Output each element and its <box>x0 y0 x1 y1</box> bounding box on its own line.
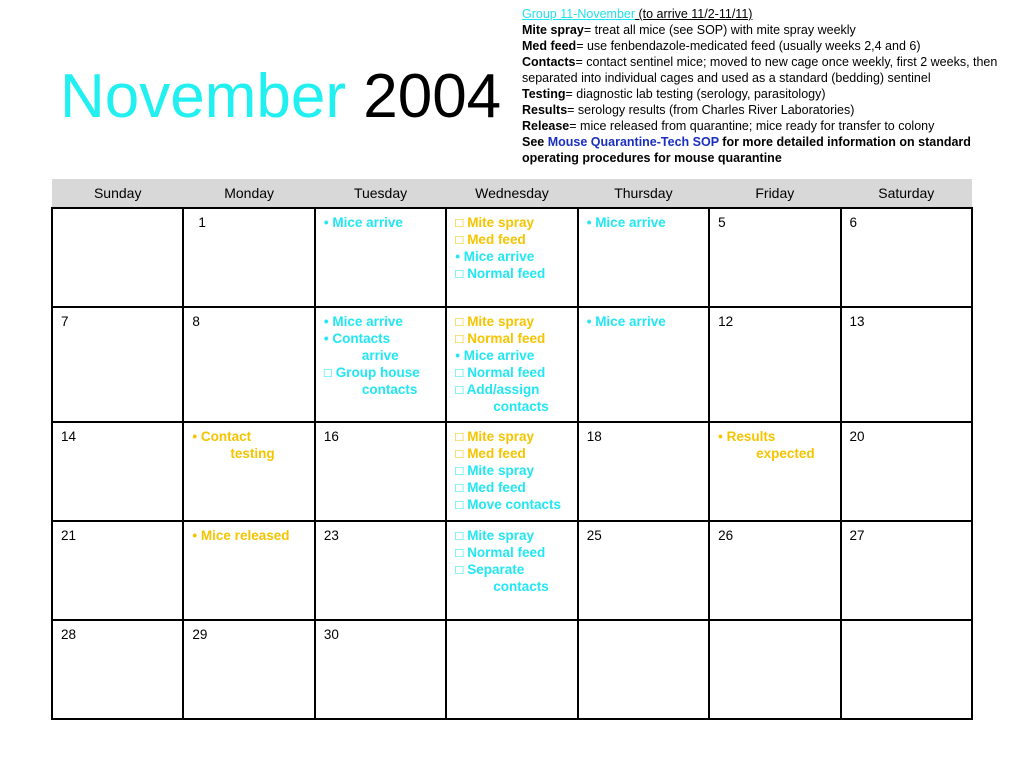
event-label: Normal feed <box>467 545 546 560</box>
calendar-day-cell[interactable] <box>315 521 446 620</box>
calendar-event <box>324 330 437 364</box>
legend-testing <box>522 86 1018 102</box>
day-number: 28 <box>61 627 77 642</box>
day-number: 30 <box>323 627 339 642</box>
day-number: 12 <box>718 314 734 329</box>
event-label: Mice released <box>200 528 290 543</box>
weekday-header: Thursday <box>578 179 709 208</box>
bullet-icon: • <box>323 331 329 346</box>
day-number: 7 <box>61 314 69 329</box>
calendar-day-cell[interactable] <box>446 208 577 307</box>
calendar-event <box>324 364 437 398</box>
day-number: 29 <box>192 627 208 642</box>
title-month: November <box>60 62 346 131</box>
event-label: Normal feed <box>467 365 546 380</box>
bullet-icon: • <box>323 314 329 329</box>
legend-results <box>522 102 1018 118</box>
event-label: Mite spray <box>467 528 534 543</box>
event-label: Results <box>726 429 776 444</box>
legend-def: = use fenbendazole-medicated feed (usually weeks 2,4 and 6) <box>576 39 921 53</box>
calendar-day-cell[interactable] <box>446 620 577 719</box>
calendar-event <box>455 265 568 282</box>
legend-mite-spray <box>522 22 1018 38</box>
group-line <box>522 6 1018 22</box>
event-label-continued: expected <box>756 446 815 461</box>
calendar-event <box>455 214 568 231</box>
calendar-event <box>455 231 568 248</box>
calendar-event <box>587 313 700 330</box>
see-suffix: for more detailed information on standard operating procedures for mouse quarantine <box>522 135 971 165</box>
calendar-day-cell[interactable] <box>709 521 840 620</box>
day-number: 20 <box>849 429 865 444</box>
checkbox-icon: □ <box>455 446 464 461</box>
group-link[interactable]: Group 11-November <box>522 7 636 21</box>
checkbox-icon: □ <box>455 497 464 512</box>
event-label: Mice arrive <box>595 314 666 329</box>
calendar-event <box>455 527 568 544</box>
legend-term: Results <box>522 103 568 117</box>
calendar-day-cell[interactable] <box>52 620 183 719</box>
weekday-header: Monday <box>183 179 314 208</box>
calendar-day-cell[interactable] <box>52 307 183 422</box>
event-label-continued: contacts <box>361 382 418 397</box>
calendar-week-row <box>52 620 972 719</box>
checkbox-icon: □ <box>455 215 464 230</box>
calendar-day-cell[interactable] <box>183 307 314 422</box>
calendar-day-cell[interactable] <box>709 620 840 719</box>
legend-contacts <box>522 54 1018 86</box>
calendar-day-cell[interactable] <box>446 521 577 620</box>
event-label: Med feed <box>467 480 526 495</box>
legend-def: = treat all mice (see SOP) with mite spray weekly <box>583 23 856 37</box>
calendar-day-cell[interactable] <box>709 422 840 521</box>
calendar-event <box>192 527 305 544</box>
legend-term: Med feed <box>522 39 577 53</box>
legend-term: Contacts <box>522 55 576 69</box>
calendar-day-cell[interactable] <box>709 208 840 307</box>
day-number: 6 <box>849 215 858 230</box>
weekday-header-row <box>52 179 972 208</box>
day-number: 13 <box>849 314 865 329</box>
legend-term: Release <box>522 119 570 133</box>
calendar-week-row <box>52 208 972 307</box>
day-number: 21 <box>61 528 77 543</box>
calendar-day-cell[interactable] <box>183 208 314 307</box>
legend-def: = contact sentinel mice; moved to new cage once weekly, first 2 weeks, then separated into individual cages and used as a standard (bedding) sentinel <box>522 55 998 85</box>
legend-release <box>522 118 1018 134</box>
calendar-day-cell[interactable] <box>183 620 314 719</box>
day-number: 26 <box>718 528 734 543</box>
checkbox-icon: □ <box>455 232 464 247</box>
calendar-event <box>587 214 700 231</box>
bullet-icon: • <box>586 215 592 230</box>
calendar-event <box>455 544 568 561</box>
calendar-week-row <box>52 521 972 620</box>
legend-def: = serology results (from Charles River Laboratories) <box>567 103 855 117</box>
event-label-continued: contacts <box>493 399 549 414</box>
event-label-continued: testing <box>230 446 275 461</box>
event-label: Add/assign <box>466 382 540 397</box>
checkbox-icon: □ <box>455 429 464 444</box>
calendar-day-cell[interactable] <box>183 422 314 521</box>
day-number: 5 <box>718 215 726 230</box>
day-number: 18 <box>586 429 602 444</box>
event-label: Mite spray <box>467 215 534 230</box>
calendar-event <box>455 347 568 364</box>
event-label-continued: contacts <box>493 579 549 594</box>
weekday-header: Tuesday <box>315 179 446 208</box>
day-number: 27 <box>849 528 865 543</box>
calendar-day-cell[interactable] <box>841 208 972 307</box>
calendar-event <box>455 561 568 595</box>
event-label: Move contacts <box>467 497 561 512</box>
event-label: Normal feed <box>467 331 546 346</box>
checkbox-icon: □ <box>455 528 464 543</box>
calendar-day-cell[interactable] <box>52 521 183 620</box>
calendar-day-cell[interactable] <box>578 307 709 422</box>
legend-term: Mite spray <box>522 23 584 37</box>
calendar-day-cell[interactable] <box>578 422 709 521</box>
calendar-event <box>455 364 568 381</box>
legend-term: Testing <box>522 87 566 101</box>
day-number: 25 <box>586 528 602 543</box>
calendar-event <box>324 214 437 231</box>
calendar-day-cell[interactable] <box>52 422 183 521</box>
see-prefix: See <box>522 135 548 149</box>
day-number: 1 <box>198 215 206 230</box>
calendar-day-cell[interactable] <box>315 307 446 422</box>
event-label: Mite spray <box>467 463 534 478</box>
calendar-day-cell[interactable] <box>315 620 446 719</box>
bullet-icon: • <box>455 249 460 264</box>
legend-def: = diagnostic lab testing (serology, parasitology) <box>565 87 826 101</box>
checkbox-icon: □ <box>455 463 464 478</box>
bullet-icon: • <box>192 528 198 543</box>
calendar-event <box>455 496 568 513</box>
checkbox-icon: □ <box>455 480 464 495</box>
bullet-icon: • <box>323 215 329 230</box>
event-label: Mice arrive <box>463 249 535 264</box>
page-title <box>60 62 501 132</box>
title-year: 2004 <box>363 62 502 131</box>
weekday-header: Saturday <box>841 179 972 208</box>
bullet-icon: • <box>718 429 723 444</box>
weekday-header: Sunday <box>52 179 183 208</box>
checkbox-icon: □ <box>455 545 464 560</box>
calendar-day-cell[interactable] <box>578 521 709 620</box>
event-label: Mice arrive <box>332 215 403 230</box>
event-label: Separate <box>467 562 525 577</box>
calendar-event <box>455 248 568 265</box>
calendar-day-cell[interactable] <box>578 620 709 719</box>
calendar-event <box>455 462 568 479</box>
calendar-event <box>455 479 568 496</box>
event-label: Mite spray <box>467 314 534 329</box>
calendar-day-cell[interactable] <box>578 208 709 307</box>
calendar-week-row <box>52 422 972 521</box>
calendar-body <box>52 208 972 719</box>
event-label: Contact <box>200 429 252 444</box>
legend-see-sop <box>522 134 1018 166</box>
calendar-day-cell[interactable] <box>841 521 972 620</box>
legend-notes <box>522 6 1018 166</box>
event-label: Med feed <box>467 446 526 461</box>
bullet-icon: • <box>586 314 592 329</box>
arrive-range: (to arrive 11/2-11/11) <box>635 7 753 21</box>
event-label: Mice arrive <box>595 215 666 230</box>
legend-med-feed <box>522 38 1018 54</box>
day-number: 16 <box>323 429 339 444</box>
bullet-icon: • <box>192 429 198 444</box>
calendar-day-cell[interactable] <box>841 422 972 521</box>
calendar-day-cell[interactable] <box>52 208 183 307</box>
event-label-continued: arrive <box>361 348 399 363</box>
calendar-day-cell[interactable] <box>446 307 577 422</box>
legend-def: = mice released from quarantine; mice ready for transfer to colony <box>569 119 935 133</box>
event-label: Mice arrive <box>463 348 535 363</box>
checkbox-icon: □ <box>323 365 332 380</box>
calendar-day-cell[interactable] <box>841 620 972 719</box>
checkbox-icon: □ <box>455 331 464 346</box>
weekday-header: Wednesday <box>446 179 577 208</box>
checkbox-icon: □ <box>455 382 464 397</box>
event-label: Group house <box>335 365 420 380</box>
calendar-event <box>718 428 831 462</box>
calendar-event <box>455 381 568 415</box>
checkbox-icon: □ <box>455 365 464 380</box>
event-label: Normal feed <box>467 266 546 281</box>
event-label: Mite spray <box>467 429 534 444</box>
calendar-event <box>324 313 437 330</box>
calendar-event <box>455 330 568 347</box>
sop-link[interactable]: Mouse Quarantine-Tech SOP <box>547 135 719 149</box>
checkbox-icon: □ <box>455 314 464 329</box>
bullet-icon: • <box>455 348 460 363</box>
event-label: Contacts <box>332 331 391 346</box>
calendar-day-cell[interactable] <box>183 521 314 620</box>
day-number: 14 <box>61 429 77 444</box>
calendar-event <box>455 428 568 445</box>
calendar-week-row <box>52 307 972 422</box>
calendar-event <box>192 428 305 462</box>
calendar-day-cell[interactable] <box>709 307 840 422</box>
day-number: 23 <box>323 528 339 543</box>
day-number: 8 <box>192 314 200 329</box>
calendar-event <box>455 313 568 330</box>
calendar-day-cell[interactable] <box>315 208 446 307</box>
event-label: Mice arrive <box>332 314 403 329</box>
weekday-header: Friday <box>709 179 840 208</box>
calendar-event <box>455 445 568 462</box>
calendar-table <box>51 179 973 720</box>
calendar-day-cell[interactable] <box>446 422 577 521</box>
checkbox-icon: □ <box>455 562 464 577</box>
checkbox-icon: □ <box>455 266 464 281</box>
calendar-day-cell[interactable] <box>315 422 446 521</box>
calendar-day-cell[interactable] <box>841 307 972 422</box>
event-label: Med feed <box>467 232 526 247</box>
